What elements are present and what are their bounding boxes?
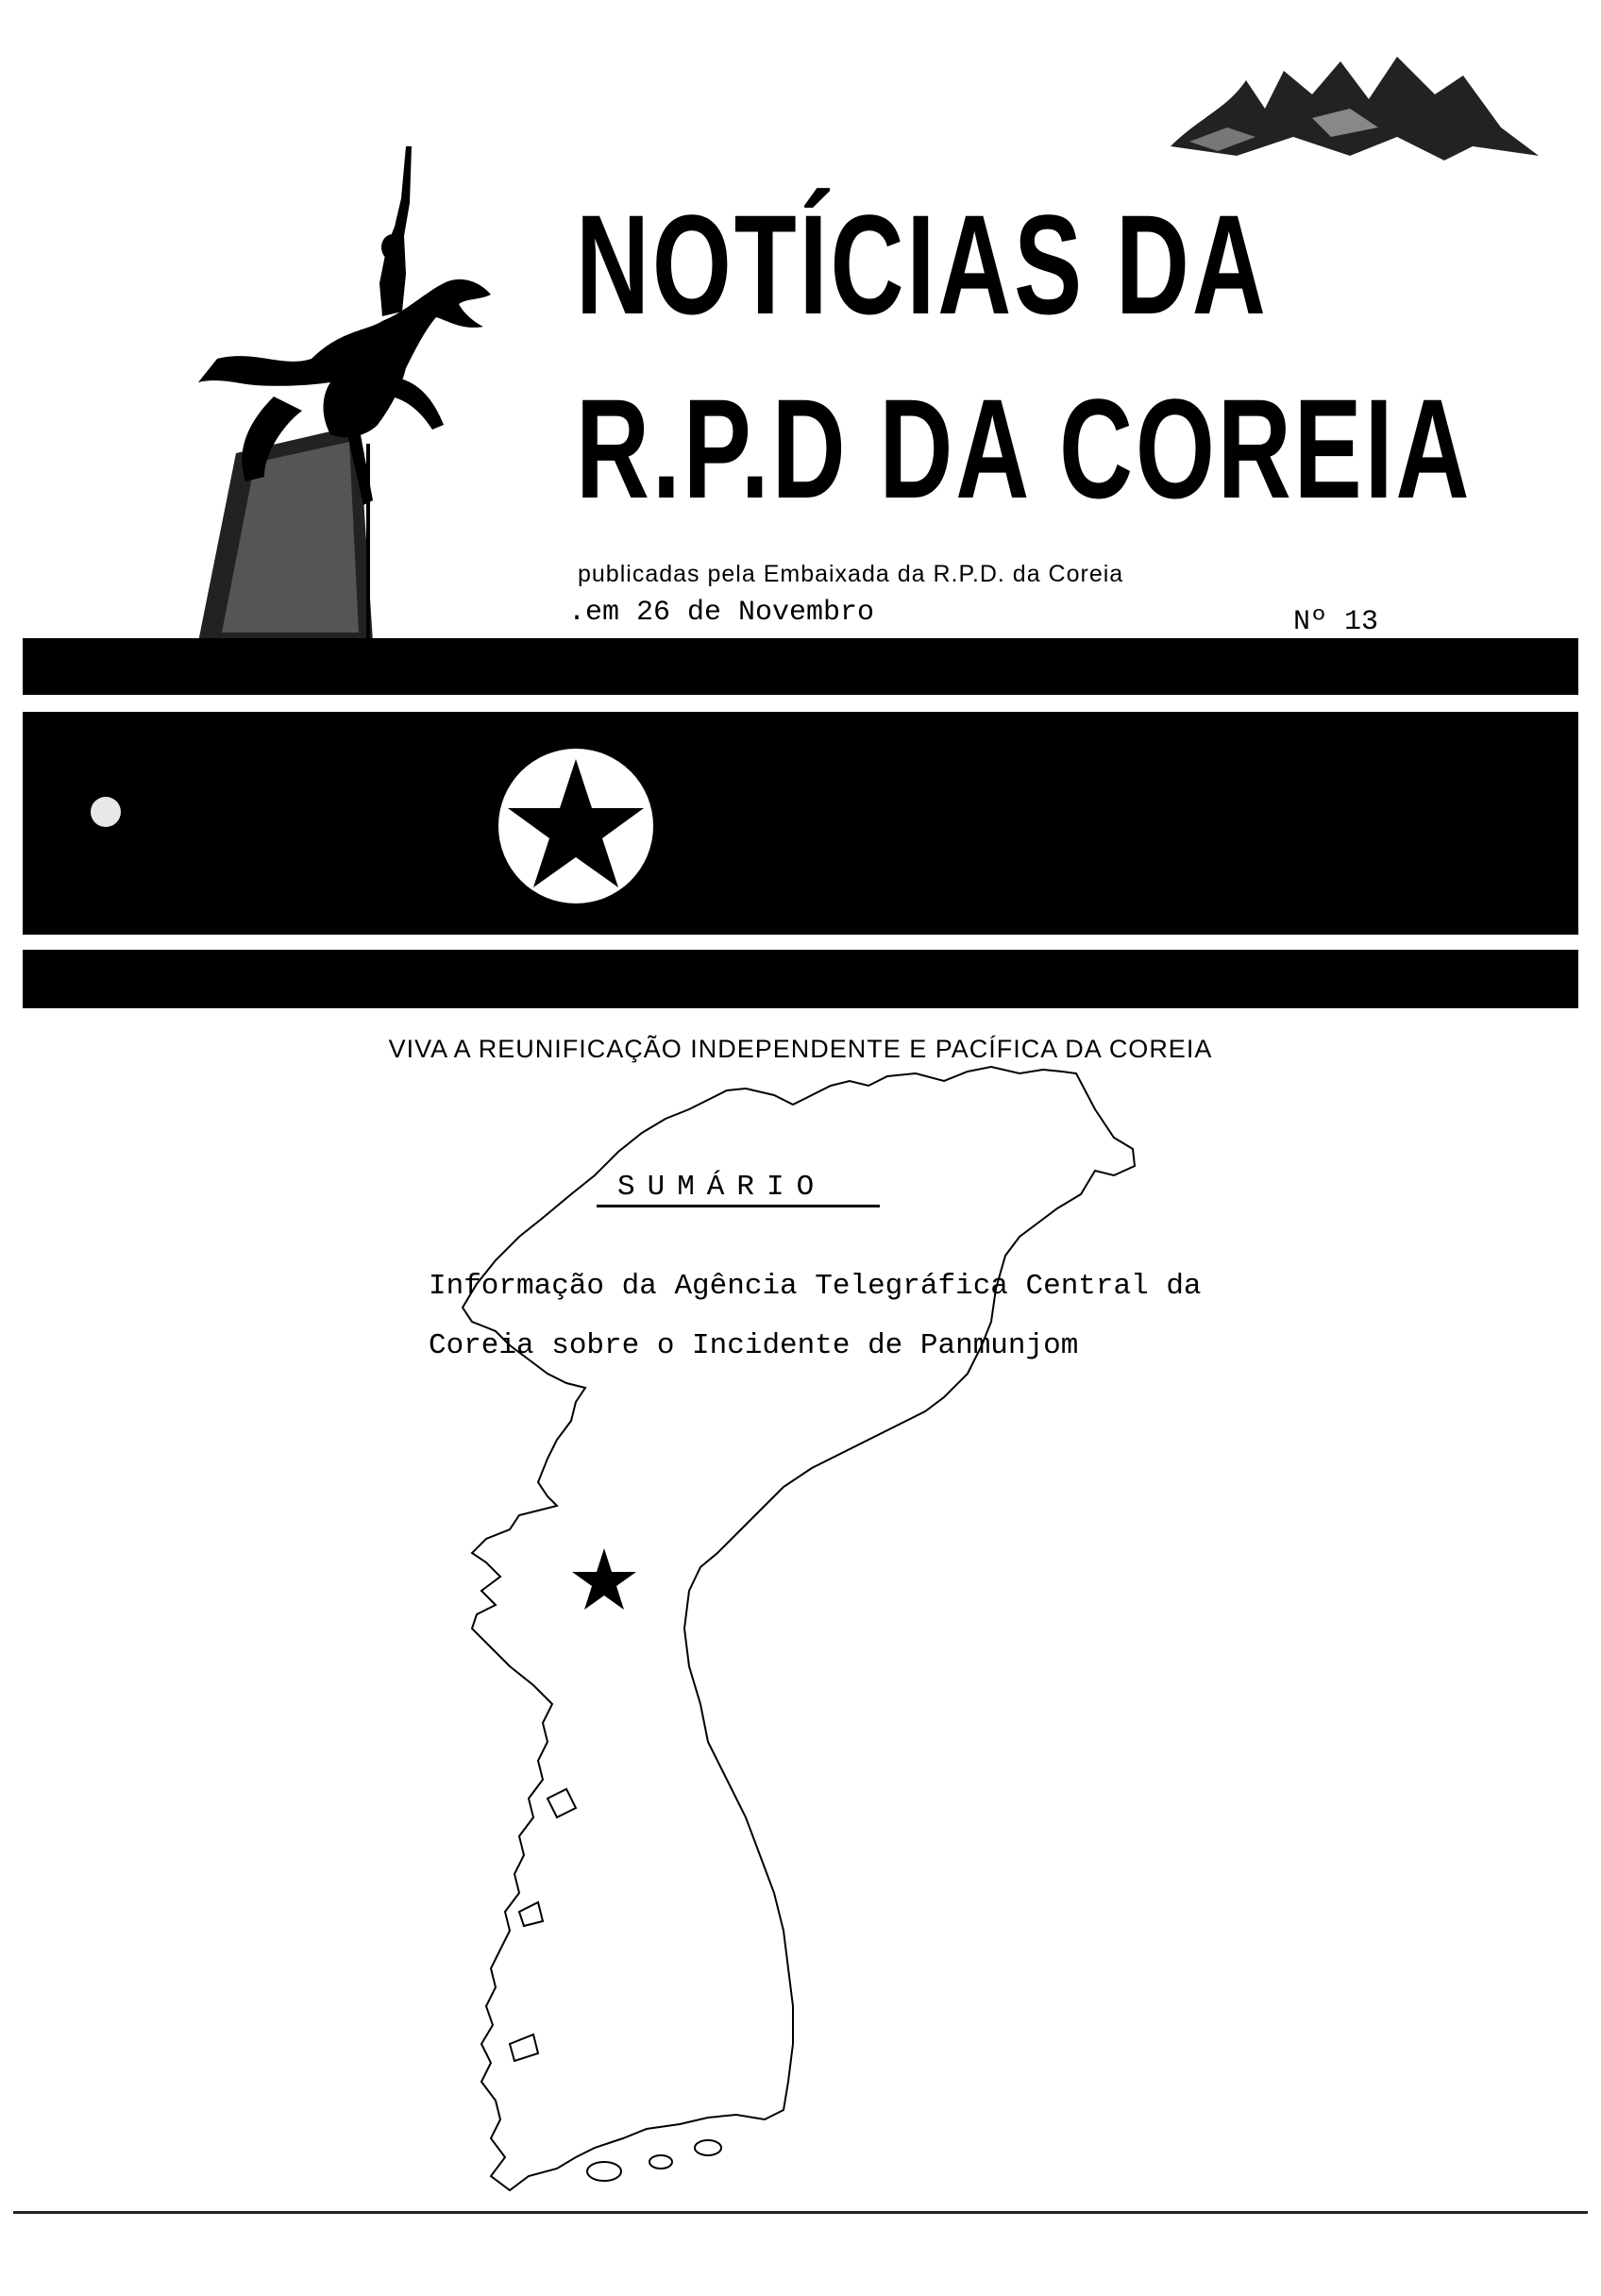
mountain-sketch-icon [1161, 42, 1548, 165]
issue-date: .em 26 de Novembro [568, 597, 875, 629]
issue-number: Nº 13 [1293, 606, 1379, 638]
masthead-title-line1: NOTÍCIAS DA [576, 185, 1269, 344]
flag-bar-bottom [23, 950, 1578, 1008]
summary-heading: SUMÁRIO [617, 1171, 827, 1204]
korea-peninsula-map [453, 1062, 1171, 2204]
punch-hole-icon [87, 793, 125, 831]
slogan: VIVA A REUNIFICAÇÃO INDEPENDENTE E PACÍFICA DA COREIA [388, 1035, 1213, 1063]
summary-heading-underline [597, 1205, 880, 1207]
chollima-statue-icon [179, 142, 500, 642]
masthead-subtitle: publicadas pela Embaixada da R.P.D. da Coreia [578, 561, 1124, 587]
flag-star-emblem-icon [496, 746, 656, 906]
flag-bar-middle [23, 712, 1578, 935]
flag-bar-top [23, 638, 1578, 695]
summary-line-2: Coreia sobre o Incidente de Panmunjom [429, 1329, 1079, 1362]
bottom-rule [13, 2211, 1588, 2214]
masthead-title-line2: R.P.D DA COREIA [576, 369, 1473, 528]
summary-line-1: Informação da Agência Telegráfica Central da [429, 1270, 1202, 1303]
